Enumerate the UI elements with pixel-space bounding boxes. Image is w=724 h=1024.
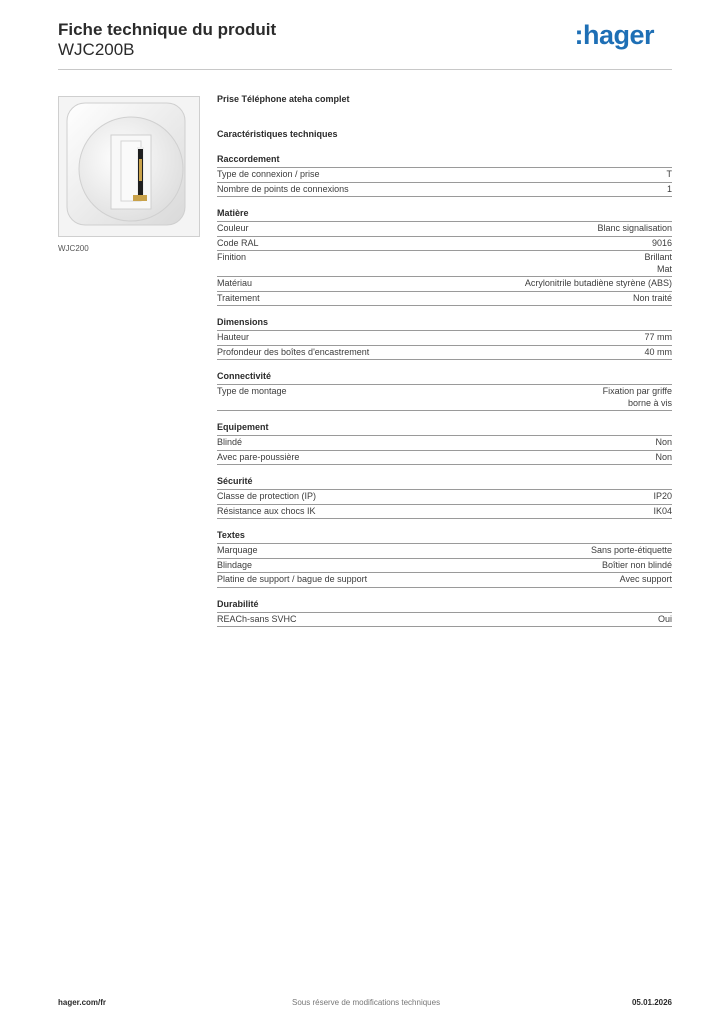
- spec-section: [217, 154, 672, 197]
- spec-row: [217, 544, 672, 559]
- spec-value: Oui: [657, 613, 672, 624]
- spec-label: Hauteur: [217, 332, 250, 342]
- section-title: Equipement: [217, 422, 672, 436]
- spec-row: [217, 237, 672, 252]
- spec-row: [217, 451, 672, 466]
- spec-label: Classe de protection (IP): [217, 491, 317, 501]
- spec-label: Type de montage: [217, 386, 287, 396]
- spec-row: [217, 436, 672, 451]
- spec-section: [217, 530, 672, 588]
- spec-sections: [217, 154, 672, 627]
- section-title: Durabilité: [217, 599, 672, 613]
- spec-value: Blanc signalisation: [597, 223, 672, 233]
- spec-value: Brillant Mat: [644, 252, 672, 274]
- spec-value: Non: [655, 451, 672, 462]
- spec-label: Blindage: [217, 559, 253, 570]
- telephone-socket-illustration: [59, 97, 199, 236]
- spec-value: Sans porte-étiquette: [590, 545, 672, 555]
- spec-row: [217, 505, 672, 520]
- footer-website: hager.com/fr: [58, 998, 107, 1007]
- image-caption: WJC200: [58, 244, 89, 253]
- spec-value: Fixation par griffe borne à vis: [602, 386, 672, 408]
- footer-disclaimer: Sous réserve de modifications techniques: [292, 998, 441, 1007]
- spec-section: [217, 371, 672, 411]
- spec-section: [217, 422, 672, 465]
- section-title: Sécurité: [217, 476, 672, 490]
- spec-section: [217, 317, 672, 360]
- characteristics-heading: Caractéristiques techniques: [217, 129, 338, 139]
- product-image: [58, 96, 200, 237]
- section-title: Connectivité: [217, 371, 672, 385]
- spec-row: [217, 222, 672, 237]
- spec-value: Non: [655, 437, 672, 447]
- spec-row: [217, 183, 672, 198]
- spec-value: 9016: [651, 237, 672, 248]
- spec-row: [217, 573, 672, 588]
- hager-logo: :hager: [574, 20, 654, 50]
- spec-label: Profondeur des boîtes d'encastrement: [217, 346, 370, 357]
- header-divider: [58, 69, 672, 70]
- spec-label: Matériau: [217, 278, 253, 288]
- spec-label: Couleur: [217, 223, 249, 233]
- spec-value: Acrylonitrile butadiène styrène (ABS): [524, 278, 672, 288]
- spec-value: IP20: [653, 491, 672, 501]
- spec-value: Boîtier non blindé: [601, 559, 672, 570]
- spec-row: [217, 331, 672, 346]
- spec-label: REACh-sans SVHC: [217, 613, 297, 624]
- spec-label: Platine de support / bague de support: [217, 574, 368, 584]
- spec-label: Code RAL: [217, 237, 259, 248]
- spec-row: [217, 559, 672, 574]
- section-title: Raccordement: [217, 154, 672, 168]
- footer-date: 05.01.2026: [631, 998, 672, 1007]
- spec-row: [217, 168, 672, 183]
- spec-row: [217, 346, 672, 361]
- spec-row: [217, 385, 672, 411]
- spec-row: [217, 613, 672, 628]
- spec-section: [217, 476, 672, 519]
- product-reference: WJC200B: [58, 40, 135, 59]
- spec-value: Avec support: [619, 574, 672, 584]
- spec-value: T: [666, 169, 672, 179]
- spec-label: Nombre de points de connexions: [217, 183, 349, 194]
- spec-value: Non traité: [632, 292, 672, 303]
- document-title: Fiche technique du produit: [58, 20, 277, 39]
- spec-label: Finition: [217, 252, 247, 262]
- spec-row: [217, 292, 672, 307]
- spec-row: [217, 277, 672, 292]
- spec-label: Marquage: [217, 545, 258, 555]
- spec-label: Avec pare-poussière: [217, 451, 300, 462]
- section-title: Textes: [217, 530, 672, 544]
- spec-label: Type de connexion / prise: [217, 169, 320, 179]
- spec-value: 1: [666, 183, 672, 194]
- spec-label: Traitement: [217, 292, 260, 303]
- spec-value: 77 mm: [644, 332, 672, 342]
- spec-value: 40 mm: [644, 346, 672, 357]
- spec-label: Blindé: [217, 437, 243, 447]
- spec-section: [217, 599, 672, 628]
- document-header: [58, 20, 672, 70]
- spec-row: [217, 490, 672, 505]
- section-title: Dimensions: [217, 317, 672, 331]
- spec-label: Résistance aux chocs IK: [217, 505, 316, 516]
- spec-content: [217, 94, 672, 627]
- product-name: Prise Téléphone ateha complet: [217, 94, 350, 104]
- spec-value: IK04: [653, 505, 672, 516]
- section-title: Matière: [217, 208, 672, 222]
- spec-row: [217, 251, 672, 277]
- spec-section: [217, 208, 672, 306]
